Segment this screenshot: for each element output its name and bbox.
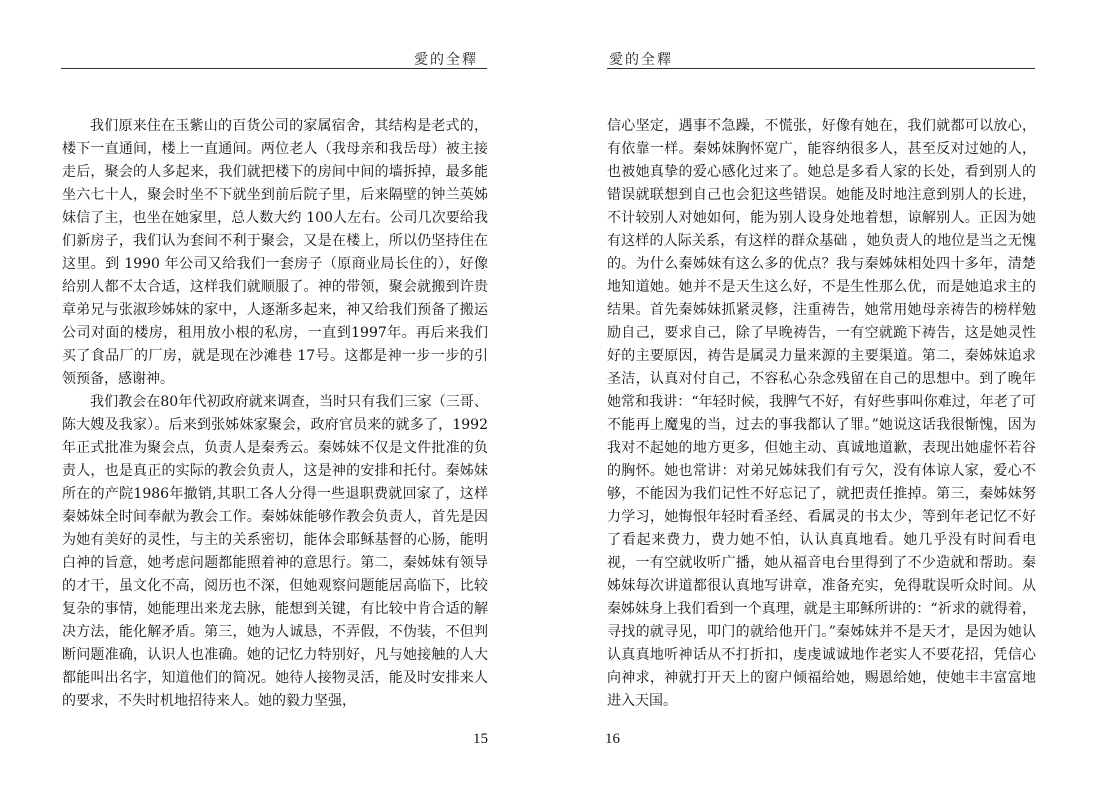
left-paragraph-1: 我们原来住在玉紫山的百货公司的家属宿舍，其结构是老式的，楼下一直通间，楼上一直通间。两位老人（我母亲和我岳母）被主接走后，聚会的人多起来，我们就把楼下的房间中间的墙拆掉，最多能坐六七十人，聚会时坐不下就坐到前后院子里，后来隔壁的钟兰英姊妹信了主，也坐在她家里，总人数大约 100人左右。公司几次要给我们新房子，我们认为套间不利于聚会，又是在楼上，所以仍坚持住在这里。到 1990 年公司又给我们一套房子（原商业局长住的），好像给别人都不太合适，这样我们就顺服了。神的带领，聚会就搬到许贵章弟兄与张淑珍姊妹的家中，人逐渐多起来，神又给我们预备了搬运公司对面的楼房，租用放小根的私房，一直到1997年。再后来我们买了食品厂的厂房，就是现在沙滩巷 17号。这都是神一步一步的引领预备，感谢神。: [62, 118, 488, 387]
left-header-rule: [61, 68, 487, 69]
left-paragraph-2: 我们教会在80年代初政府就来调查，当时只有我们三家（三哥、陈大嫂及我家）。后来到张姊妹家聚会，政府官员来的就多了，1992年正式批准为聚会点，负责人是秦秀云。秦姊妹不仅是文件批准的负责人，也是真正的实际的教会负责人，这是神的安排和托付。秦姊妹所在的产院1986年撤销,其职工各人分得一些退职费就回家了，这样秦姊妹全时间奉献为教会工作。秦姊妹能够作教会负责人，首先是因为她有美好的灵性，与主的关系密切，能体会耶稣基督的心肠，能明白神的旨意，她考虑问题都能照着神的意思行。第二，秦姊妹有领导的才干，虽文化不高，阅历也不深，但她观察问题能居高临下，比较复杂的事情，她能理出来龙去脉，能想到关键，有比较中肯合适的解决方法，能化解矛盾。第三，她为人诚恳，不弄假，不伪装，不但判断问题准确，认识人也准确。她的记忆力特别好，凡与她接触的人大都能叫出名字，知道他们的简况。她待人接物灵活，能及时安排来人的要求，不失时机地招待来人。她的毅力坚强，: [62, 394, 488, 709]
left-body-text: [62, 115, 488, 713]
right-page-number: 16: [605, 731, 620, 747]
right-header-rule: [607, 68, 1035, 69]
right-page: [547, 0, 1094, 795]
right-running-head: 愛的全釋: [609, 52, 673, 68]
left-page-number: 15: [473, 731, 488, 747]
left-running-head: 愛的全釋: [414, 52, 478, 68]
right-body-text: [607, 115, 1036, 713]
right-paragraph-1: 信心坚定，遇事不急躁，不慌张，好像有她在，我们就都可以放心，有依靠一样。秦姊妹胸怀宽广，能容纳很多人，甚至反对过她的人，也被她真挚的爱心感化过来了。她总是多看人家的长处，看到别人的错误就联想到自己也会犯这些错误。她能及时地注意到别人的长进，不计较别人对她如何，能为别人设身处地着想，谅解别人。正因为她有这样的人际关系，有这样的群众基础 ，她负责人的地位是当之无愧的。为什么秦姊妹有这么多的优点？我与秦姊妹相处四十多年，清楚地知道她。她并不是天生这么好，不是生性那么优，而是她追求主的结果。首先秦姊妹抓紧灵修，注重祷告，她常用她母亲祷告的榜样勉励自己，要求自己，除了早晚祷告，一有空就跪下祷告，这是她灵性好的主要原因，祷告是属灵力量来源的主要渠道。第二，秦姊妹追求圣洁，认真对付自己，不容私心杂念残留在自己的思想中。到了晚年她常和我讲：“年轻时候，我脾气不好，有好些事叫你难过，年老了可不能再上魔鬼的当，过去的事我都认了罪。”她说这话我很惭愧，因为我对不起她的地方更多，但她主动、真诚地道歉，表现出她虚怀若谷的胸怀。她也常讲：对弟兄姊妹我们有亏欠，没有体谅人家，爱心不够，不能因为我们记性不好忘记了，就把责任推掉。第三，秦姊妹努力学习，她悔恨年轻时看圣经、看属灵的书太少，等到年老记忆不好了看起来费力，费力她不怕，认认真真地看。她几乎没有时间看电视，一有空就收听广播，她从福音电台里得到了不少造就和帮助。秦姊妹每次讲道都很认真地写讲章，准备充实，免得耽误听众时间。从秦姊妹身上我们看到一个真理，就是主耶稣所讲的：“祈求的就得着，寻找的就寻见，叩门的就给他开门。”秦姊妹并不是天才，是因为她认认真真地听神话从不打折扣，虔虔诚诚地作老实人不要花招，凭信心向神求，神就打开天上的窗户倾福给她，赐恩给她，使她丰丰富富地进入天国。: [607, 118, 1036, 709]
